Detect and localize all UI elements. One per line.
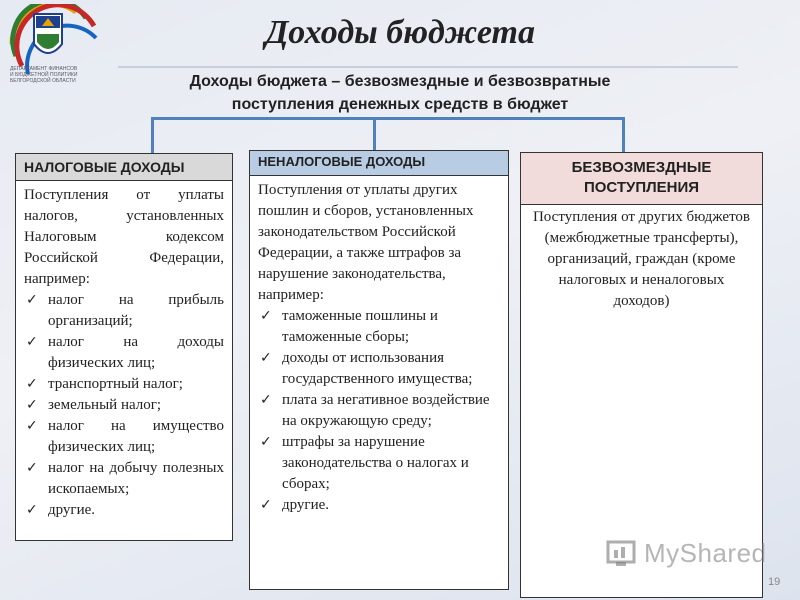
- list-item: ✓ налог на прибыль организаций;: [26, 292, 224, 329]
- connector-center: [373, 117, 376, 150]
- checkmark-icon: ✓: [260, 392, 272, 408]
- column-heading-gratuitous: [521, 153, 762, 205]
- connector-horizontal: [151, 117, 625, 120]
- column-intro-tax: Поступления от уплаты налогов, установленных Налоговым кодексом Российской Федерации, например:: [24, 187, 224, 287]
- list-item: ✓ плата за негативное воздействие на окружающую среду;: [260, 392, 490, 429]
- tax-list: [24, 290, 224, 521]
- column-heading-non-tax: НЕНАЛОГОВЫЕ ДОХОДЫ: [250, 151, 508, 176]
- checkmark-icon: ✓: [26, 376, 38, 392]
- list-item: ✓ доходы от использования государственного имущества;: [260, 350, 473, 387]
- checkmark-icon: ✓: [26, 418, 38, 434]
- connector-left: [151, 117, 154, 153]
- list-item: ✓ другие.: [258, 495, 500, 516]
- non-tax-list: [258, 306, 500, 516]
- list-item: ✓ другие.: [24, 500, 224, 521]
- checkmark-icon: ✓: [26, 397, 38, 413]
- column-intro-non-tax: Поступления от уплаты других пошлин и сборов, установленных законодательством Российской Федерации, а также штрафов за нарушение законодательства, например:: [258, 182, 474, 303]
- list-item: ✓ земельный налог;: [24, 395, 224, 416]
- column-non-tax-revenues: [249, 150, 509, 590]
- checkmark-icon: ✓: [260, 497, 272, 513]
- list-item: ✓ штрафы за нарушение законодательства о налогах и сборах;: [260, 434, 469, 492]
- column-heading-tax: НАЛОГОВЫЕ ДОХОДЫ: [16, 154, 232, 181]
- column-heading-line-1: БЕЗВОЗМЕЗДНЫЕ: [571, 159, 712, 176]
- list-item: ✓ налог на добычу полезных ископаемых;: [26, 460, 224, 497]
- checkmark-icon: ✓: [26, 334, 38, 350]
- column-heading-line-2: ПОСТУПЛЕНИЯ: [583, 179, 700, 196]
- page-title: Доходы бюджета: [265, 14, 535, 51]
- list-item: ✓ таможенные пошлины и таможенные сборы;: [260, 308, 438, 345]
- checkmark-icon: ✓: [260, 434, 272, 450]
- watermark-text: MyShared: [644, 538, 767, 568]
- column-gratuitous-receipts: [520, 152, 763, 598]
- checkmark-icon: ✓: [26, 460, 38, 476]
- column-body-gratuitous: Поступления от других бюджетов (межбюджетные трансферты), организаций, граждан (кроме налоговых и неналоговых доходов): [532, 209, 751, 309]
- myshared-logo-icon: [606, 538, 640, 568]
- definition-text: [130, 70, 670, 116]
- connector-right: [622, 117, 625, 153]
- checkmark-icon: ✓: [260, 350, 272, 366]
- column-body-tax: [16, 181, 232, 521]
- list-item: ✓ налог на доходы физических лиц;: [26, 334, 224, 371]
- column-body-non-tax: [250, 176, 508, 516]
- definition-line-2: поступления денежных средств в бюджет: [231, 96, 569, 113]
- slide-number: 19: [768, 576, 781, 588]
- list-item: ✓ налог на имущество физических лиц;: [26, 418, 224, 455]
- list-item: ✓ транспортный налог;: [24, 374, 224, 395]
- checkmark-icon: ✓: [260, 308, 272, 324]
- definition-line-1: Доходы бюджета – безвозмездные и безвозвратные: [189, 73, 611, 90]
- logo-caption: ДЕПАРТАМЕНТ ФИНАНСОВ И БЮДЖЕТНОЙ ПОЛИТИКИ БЕЛГОРОДСКОЙ ОБЛАСТИ: [10, 66, 78, 84]
- checkmark-icon: ✓: [26, 292, 38, 308]
- title-divider: [118, 66, 738, 68]
- checkmark-icon: ✓: [26, 502, 38, 518]
- column-tax-revenues: [15, 153, 233, 541]
